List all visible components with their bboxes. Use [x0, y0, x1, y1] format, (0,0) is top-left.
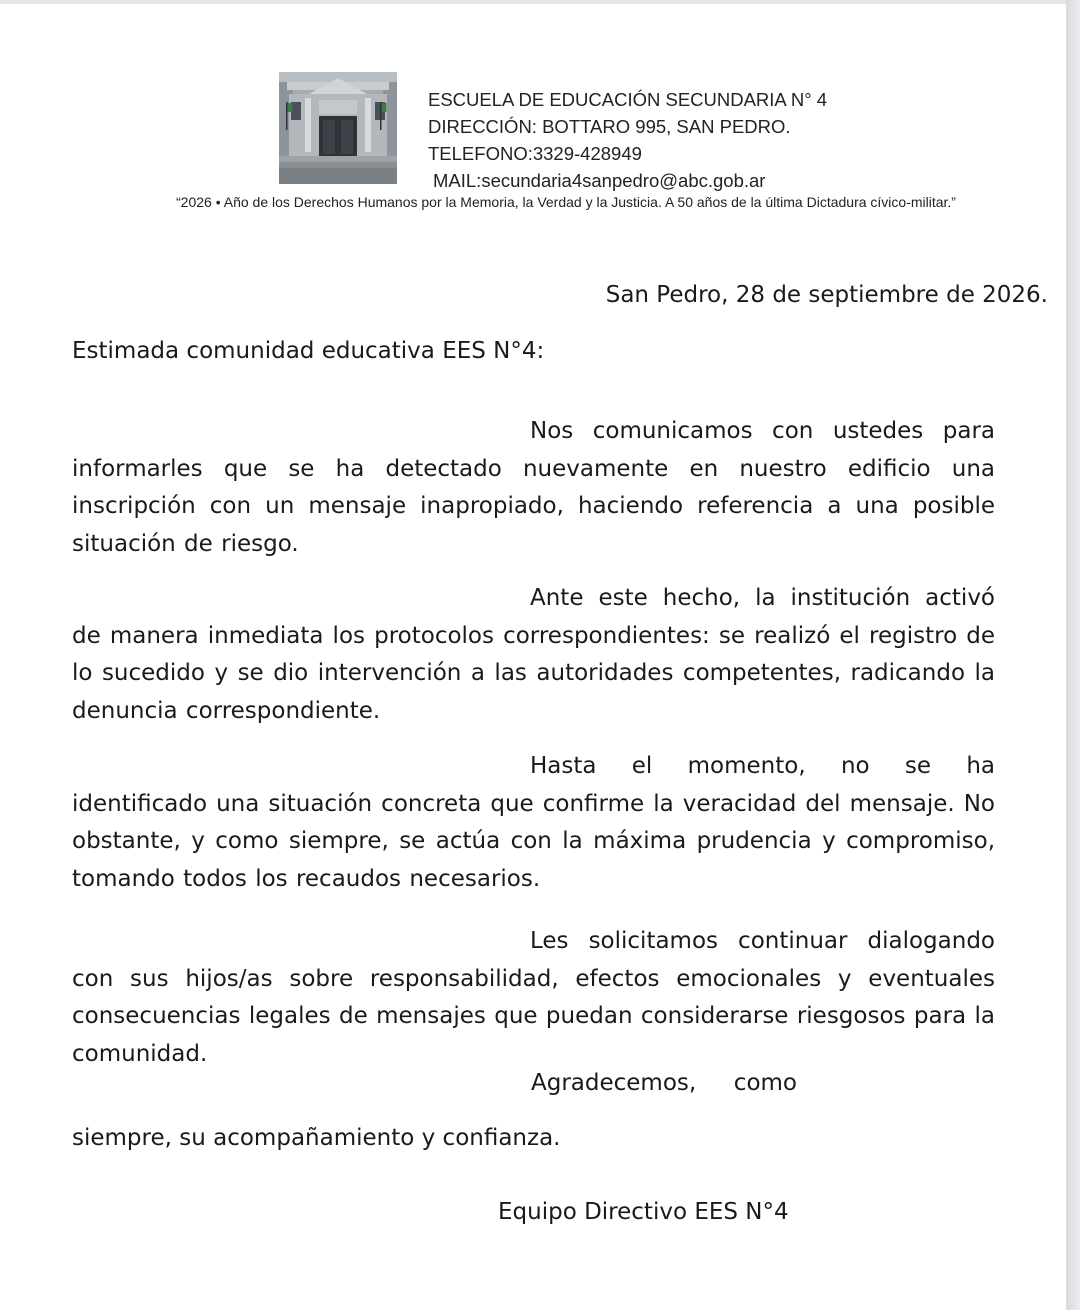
page-edge-shadow — [1066, 0, 1080, 1310]
letter-date: San Pedro, 28 de septiembre de 2026. — [605, 282, 1048, 308]
year-motto: “2026 • Año de los Derechos Humanos por la Memoria, la Verdad y la Justicia. A 50 años de la última Dictadura cívico-militar.” — [176, 194, 956, 210]
school-header-info — [428, 86, 827, 194]
letter-signature: Equipo Directivo EES N°4 — [498, 1199, 789, 1225]
school-building-photo — [279, 72, 397, 184]
school-email: MAIL:secundaria4sanpedro@abc.gob.ar — [433, 170, 766, 191]
letter-paragraph: Hasta el momento, no se ha identificado una situación concreta que confirme la veracidad del mensaje. No obstante, y como siempre, se actúa con la máxima prudencia y compromiso, tomando todos los recaudos necesarios. — [72, 753, 995, 892]
letter-salutation: Estimada comunidad educativa EES N°4: — [72, 338, 545, 364]
school-address: DIRECCIÓN: BOTTARO 995, SAN PEDRO. — [428, 116, 791, 137]
letter-paragraph: Ante este hecho, la institución activó de manera inmediata los protocolos correspondientes: se realizó el registro de lo sucedido y se dio intervención a las autoridades competentes, radicando la denuncia correspondiente. — [72, 585, 995, 724]
school-name: ESCUELA DE EDUCACIÓN SECUNDARIA N° 4 — [428, 89, 828, 110]
letter-paragraph: Les solicitamos continuar dialogando con sus hijos/as sobre responsabilidad, efectos emocionales y eventuales consecuencias legales de mensajes que puedan considerarse riesgosos para la comunidad. — [72, 928, 995, 1067]
letter-paragraph: Nos comunicamos con ustedes para informarles que se ha detectado nuevamente en nuestro edificio una inscripción con un mensaje inapropiado, haciendo referencia a una posible situación de riesgo. — [72, 418, 995, 557]
closing-line-2: siempre, su acompañamiento y confianza. — [72, 1125, 561, 1151]
school-building-image — [279, 72, 397, 184]
school-phone: TELEFONO:3329-428949 — [428, 143, 642, 164]
closing-line-1: Agradecemos, como — [531, 1070, 797, 1096]
